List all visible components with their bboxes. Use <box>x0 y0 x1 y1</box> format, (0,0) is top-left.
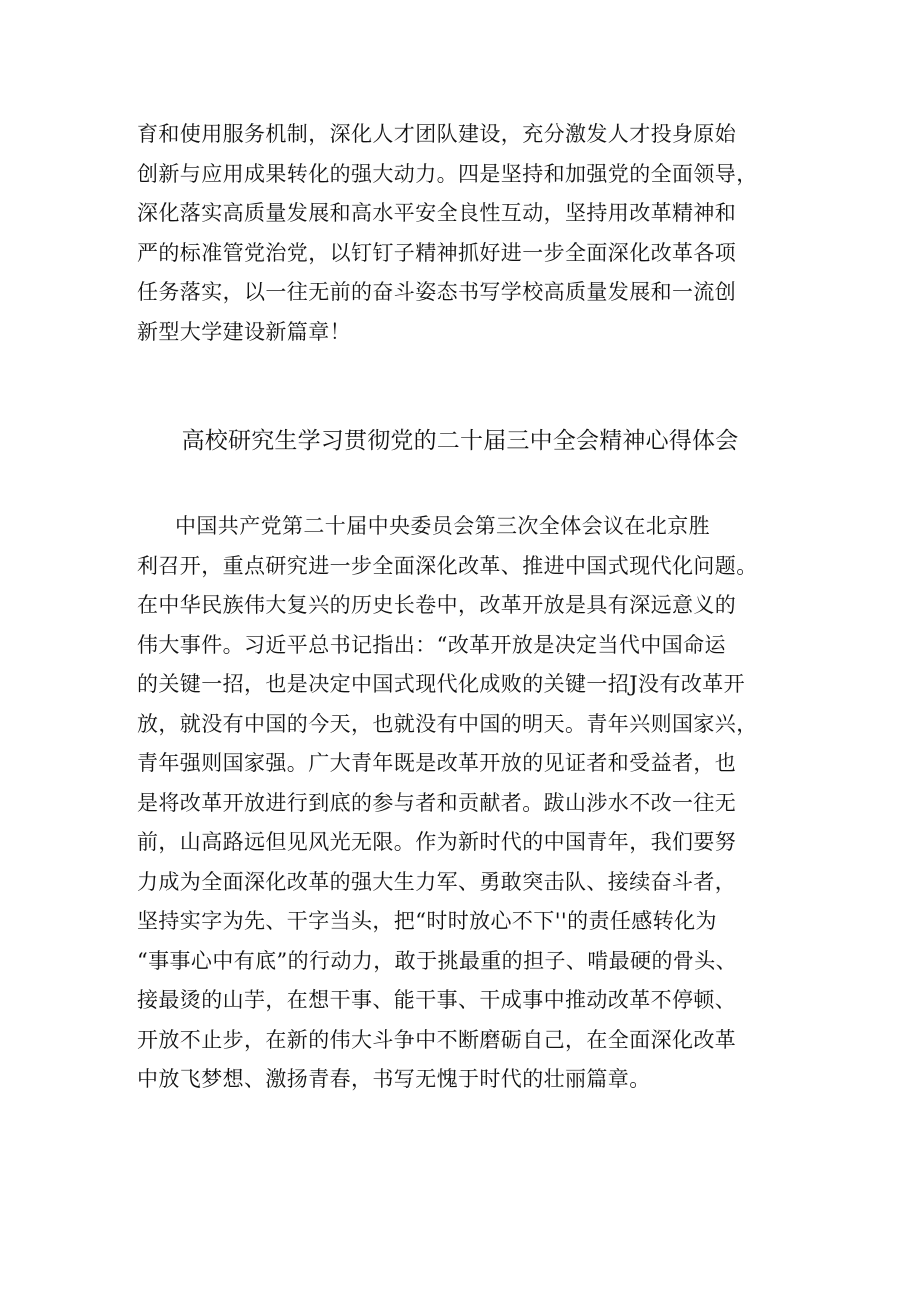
paragraph-line: 育和使用服务机制，深化人才团队建设，充分激发人才投身原始 <box>137 122 737 146</box>
paragraph-line: 坚持实字为先、干字当头，把“时时放心不下''的责任感转化为 <box>137 909 717 933</box>
paragraph-line: 严的标准管党治党，以钉钉子精神抓好进一步全面深化改革各项 <box>137 240 737 265</box>
continued-paragraph <box>137 115 797 352</box>
paragraph-line: 中国共产党第二十届中央委员会第三次全体会议在北京胜 <box>175 514 710 538</box>
paragraph-line: 放，就没有中国的今天，也就没有中国的明天。青年兴则国家兴， <box>137 711 758 736</box>
paragraph-line: 创新与应用成果转化的强大动力。四是坚持和加强党的全面领导， <box>137 161 758 186</box>
paragraph-line: 青年强则国家强。广大青年既是改革开放的见证者和受益者，也 <box>137 751 737 775</box>
paragraph-line: 前，山高路远但见风光无限。作为新时代的中国青年，我们要努 <box>137 830 737 854</box>
paragraph-line: 接最烫的山芋，在想干事、能干事、干成事中推动改革不停顿、 <box>137 988 737 1012</box>
paragraph-line: 的关键一招，也是决定中国式现代化成败的关键一招J没有改革开 <box>137 672 746 696</box>
paragraph-line: 深化落实高质量发展和高水平安全良性互动，坚持用改革精神和 <box>137 201 737 225</box>
paragraph-line: 是将改革开放进行到底的参与者和贡献者。跋山涉水不改一往无 <box>137 790 737 815</box>
paragraph-line: 开放不止步，在新的伟大斗争中不断磨砺自己，在全面深化改革 <box>137 1027 737 1052</box>
paragraph-line: 力成为全面深化改革的强大生力军、勇敢突击队、接续奋斗者， <box>137 869 737 894</box>
paragraph-line: 中放飞梦想、激扬青春，书写无愧于时代的壮丽篇章。 <box>137 1067 651 1091</box>
article-body <box>137 507 797 1100</box>
paragraph-line: 利召开，重点研究进一步全面深化改革、推进中国式现代化问题。 <box>137 553 758 578</box>
paragraph-line: 伟大事件。习近平总书记指出：“改革开放是决定当代中国命运 <box>137 632 726 657</box>
paragraph-line: 任务落实，以一往无前的奋斗姿态书写学校高质量发展和一流创 <box>137 280 737 304</box>
paragraph-line: “事事心中有底”的行动力，敢于挑最重的担子、啃最硬的骨头、 <box>137 948 738 973</box>
paragraph-line: 新型大学建设新篇章！ <box>137 319 351 344</box>
article-title: 高校研究生学习贯彻党的二十届三中全会精神心得体会 <box>181 428 739 454</box>
paragraph-line: 在中华民族伟大复兴的历史长卷中，改革开放是具有深远意义的 <box>137 593 737 617</box>
